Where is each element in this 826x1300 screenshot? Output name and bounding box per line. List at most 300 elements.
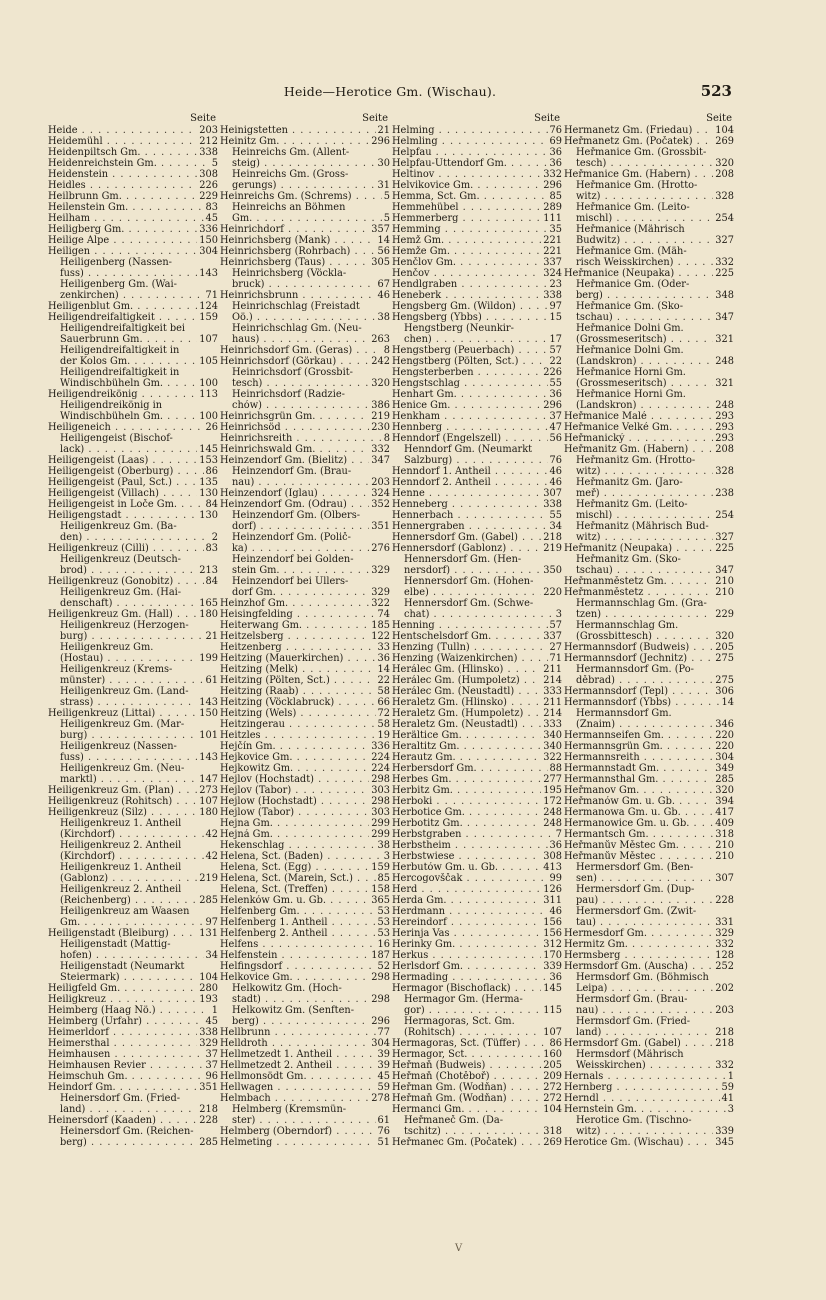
- entry-page: 145: [199, 444, 218, 455]
- entry-name: Heiligenstadt (Neumarkt: [60, 961, 185, 972]
- entry-name: Herbes Gm. . . .: [392, 774, 541, 785]
- index-entry: [48, 356, 218, 367]
- entry-page: 337: [543, 631, 562, 642]
- entry-name: Heitzing (Wels) . . .: [220, 708, 376, 719]
- index-entry: [220, 1115, 390, 1126]
- index-entry: [392, 345, 562, 356]
- index-entry: [48, 1137, 218, 1148]
- entry-page: 86: [205, 466, 218, 477]
- entry-page: 328: [715, 466, 734, 477]
- entry-page: 214: [543, 708, 562, 719]
- entry-name: Heiligenkreuz Gm. (Plan) . . .: [48, 785, 197, 796]
- index-entry: [564, 257, 734, 268]
- index-entry: [220, 609, 390, 620]
- page-number: 523: [700, 82, 732, 100]
- index-entry: [220, 741, 390, 752]
- entry-name: Hennersdorf Gm. (Hen-: [404, 554, 522, 565]
- index-entry: [220, 543, 390, 554]
- entry-name: Heiligenberg Gm. (Wai-: [60, 279, 177, 290]
- entry-name: Heiligenkreuz (Littai) . . .: [48, 708, 197, 719]
- entry-name: fuss) . . .: [48, 268, 197, 279]
- entry-page: 203: [371, 477, 390, 488]
- index-entry: [392, 906, 562, 917]
- entry-page: 8: [383, 345, 390, 356]
- entry-page: 329: [715, 928, 734, 939]
- entry-page: 219: [199, 873, 218, 884]
- entry-page: 84: [205, 576, 218, 587]
- entry-name: Heiligenstadt (Bleiburg) . . .: [48, 928, 197, 939]
- entry-name: sen) . . .: [564, 873, 713, 884]
- entry-name: Heinrichsdorf Gm. (Geras) . . .: [220, 345, 382, 356]
- index-entry: [564, 763, 734, 774]
- entry-page: 105: [199, 356, 218, 367]
- entry-name: gor) . . .: [392, 1005, 541, 1016]
- index-entry: [392, 411, 562, 422]
- index-entry: [220, 928, 390, 939]
- entry-name: Windischbüheln Gm. . . .: [48, 411, 197, 422]
- entry-name: Henneberg . . .: [392, 499, 541, 510]
- entry-page: 221: [543, 246, 562, 257]
- entry-page: 36: [377, 653, 390, 664]
- entry-name: Heiligenkreuz Gm. (Ba-: [60, 521, 177, 532]
- index-entry: [564, 983, 734, 994]
- entry-name: Heřmanměstetz Gm. . . .: [564, 576, 713, 587]
- entry-page: 242: [371, 356, 390, 367]
- entry-name: Heidenreichstein Gm. . . .: [48, 158, 210, 169]
- index-entry: [48, 906, 218, 917]
- entry-page: 36: [549, 389, 562, 400]
- index-entry: [220, 554, 390, 565]
- entry-name: Heide . . .: [48, 125, 197, 136]
- index-entry: [220, 752, 390, 763]
- entry-page: 39: [377, 1060, 390, 1071]
- entry-name: Heřmanice Dolni Gm.: [576, 345, 684, 356]
- entry-name: berg) . . .: [564, 290, 713, 301]
- entry-page: 66: [377, 697, 390, 708]
- entry-name: Hermsdorf Gm. (Brau-: [576, 994, 688, 1005]
- entry-name: Hermersdorf Gm. (Zwit-: [576, 906, 697, 917]
- entry-name: Heiligendreikönig . . .: [48, 389, 197, 400]
- entry-name: Hermagoras, Sct. (Tüffer) . . .: [392, 1038, 548, 1049]
- entry-name: Hermsdorf Gm. (Auscha) . . .: [564, 961, 713, 972]
- entry-name: Hendlgraben . . .: [392, 279, 548, 290]
- index-entry: [564, 169, 734, 180]
- index-entry: [392, 972, 562, 983]
- index-entry: [48, 917, 218, 928]
- entry-page: 160: [543, 1049, 562, 1060]
- index-entry: [392, 323, 562, 334]
- entry-page: 205: [543, 1060, 562, 1071]
- index-entry: [392, 290, 562, 301]
- entry-page: 322: [543, 752, 562, 763]
- entry-name: Herotice Gm. (Tischno-: [576, 1115, 692, 1126]
- entry-name: Heiligenstadt (Mattig-: [60, 939, 171, 950]
- entry-name: tschau) . . .: [564, 312, 713, 323]
- index-entry: [564, 697, 734, 708]
- entry-name: Henndorf 1. Antheil . . .: [392, 466, 548, 477]
- index-entry: [564, 1027, 734, 1038]
- entry-page: 238: [715, 488, 734, 499]
- entry-name: Heitzing (Vöcklabruck) . . .: [220, 697, 376, 708]
- entry-page: 99: [549, 873, 562, 884]
- index-entry: [392, 521, 562, 532]
- entry-page: 305: [371, 257, 390, 268]
- index-entry: [392, 180, 562, 191]
- index-entry: [564, 565, 734, 576]
- entry-name: Heiligengeist (Villach) . . .: [48, 488, 197, 499]
- index-entry: [48, 642, 218, 653]
- index-entry: [220, 499, 390, 510]
- index-entry: [564, 862, 734, 873]
- index-entry: [392, 774, 562, 785]
- index-entry: [392, 741, 562, 752]
- entry-name: Helena, Sct. (Egg) . . .: [220, 862, 369, 873]
- index-entry: [564, 917, 734, 928]
- entry-page: 61: [205, 675, 218, 686]
- entry-name: Windischbüheln Gm. . . .: [48, 378, 197, 389]
- entry-name: Heiligkreuz . . .: [48, 994, 197, 1005]
- entry-page: 212: [199, 136, 218, 147]
- index-entry: [392, 576, 562, 587]
- entry-name: (Kirchdorf) . . .: [48, 851, 204, 862]
- index-entry: [220, 268, 390, 279]
- entry-name: dorf) . . .: [220, 521, 369, 532]
- index-entry: [48, 1016, 218, 1027]
- entry-page: 386: [371, 400, 390, 411]
- entry-page: 218: [199, 1104, 218, 1115]
- index-entry: [48, 147, 218, 158]
- index-entry: [48, 675, 218, 686]
- index-entry: [220, 873, 390, 884]
- index-entry: [392, 675, 562, 686]
- entry-name: gerungs) . . .: [220, 180, 376, 191]
- index-entry: [564, 1137, 734, 1148]
- entry-page: 298: [371, 994, 390, 1005]
- entry-page: 46: [377, 290, 390, 301]
- entry-page: 320: [715, 631, 734, 642]
- index-entry: [220, 246, 390, 257]
- entry-page: 61: [377, 1115, 390, 1126]
- entry-name: Hemma, Sct. Gm. . . .: [392, 191, 548, 202]
- index-entry: [392, 917, 562, 928]
- entry-name: Heinrichswald Gm. . . .: [220, 444, 369, 455]
- entry-name: Hermsdorf Gm. (Böhmisch: [576, 972, 709, 983]
- entry-page: 46: [549, 906, 562, 917]
- entry-page: 338: [199, 147, 218, 158]
- index-entry: [392, 895, 562, 906]
- entry-name: Heiligfeld Gm. . . .: [48, 983, 197, 994]
- index-entry: [392, 224, 562, 235]
- entry-name: Heinzendorf Gm. (Olbers-: [232, 510, 361, 521]
- index-entry: [48, 620, 218, 631]
- index-entry: [220, 400, 390, 411]
- entry-name: marktl) . . .: [48, 774, 197, 785]
- index-entry: [564, 972, 734, 983]
- index-entry: [220, 620, 390, 631]
- index-entry: [564, 587, 734, 598]
- index-entry: [48, 510, 218, 521]
- entry-page: 34: [205, 950, 218, 961]
- entry-name: Leipa) . . .: [564, 983, 713, 994]
- entry-page: 208: [715, 169, 734, 180]
- entry-page: 8: [383, 433, 390, 444]
- index-entry: [220, 895, 390, 906]
- index-entry: [48, 1115, 218, 1126]
- entry-name: Hellbrunn . . .: [220, 1027, 376, 1038]
- index-entry: [392, 235, 562, 246]
- entry-name: Heinersdorf (Kaaden) . . .: [48, 1115, 197, 1126]
- entry-page: 86: [549, 1038, 562, 1049]
- index-entry: [564, 884, 734, 895]
- index-entry: [564, 851, 734, 862]
- index-entry: [220, 807, 390, 818]
- entry-name: Hennersdorf Gm. (Hohen-: [404, 576, 534, 587]
- index-entry: [564, 642, 734, 653]
- entry-page: 299: [371, 829, 390, 840]
- index-entry: [48, 741, 218, 752]
- index-entry: [220, 1038, 390, 1049]
- entry-page: 104: [715, 125, 734, 136]
- entry-name: (Reichenberg) . . .: [48, 895, 197, 906]
- entry-name: Helkowitz Gm. (Hoch-: [232, 983, 342, 994]
- entry-page: 350: [543, 565, 562, 576]
- index-entry: [564, 1104, 734, 1115]
- entry-page: 254: [715, 510, 734, 521]
- entry-name: Hermannsdorf (Budweis) . . .: [564, 642, 713, 653]
- index-entry: [48, 840, 218, 851]
- index-entry: [220, 290, 390, 301]
- index-entry: [220, 532, 390, 543]
- entry-page: 153: [199, 455, 218, 466]
- entry-name: Hejlov (Tabor) . . .: [220, 785, 369, 796]
- entry-page: 285: [199, 1137, 218, 1148]
- entry-name: tzen) . . .: [564, 609, 713, 620]
- entry-page: 280: [199, 983, 218, 994]
- entry-name: Hennerbach . . .: [392, 510, 548, 521]
- index-entry: [48, 235, 218, 246]
- index-entry: [392, 268, 562, 279]
- index-entry: [564, 1060, 734, 1071]
- entry-page: 285: [715, 774, 734, 785]
- entry-name: Helfens . . .: [220, 939, 376, 950]
- entry-page: 107: [199, 334, 218, 345]
- entry-name: berg) . . .: [220, 1016, 369, 1027]
- entry-page: 107: [199, 796, 218, 807]
- index-entry: [220, 587, 390, 598]
- index-entry: [48, 169, 218, 180]
- entry-page: 409: [715, 818, 734, 829]
- entry-name: Heitzing (Pölten, Sct.) . . .: [220, 675, 376, 686]
- entry-page: 5: [383, 213, 390, 224]
- entry-page: 187: [371, 950, 390, 961]
- entry-page: 22: [377, 675, 390, 686]
- entry-name: Heinzendorf bei Ullers-: [232, 576, 349, 587]
- index-entry: [564, 994, 734, 1005]
- index-entry: [392, 466, 562, 477]
- entry-name: Heřmanitz Gm. (Jaro-: [576, 477, 683, 488]
- entry-name: Henning . . .: [392, 620, 548, 631]
- index-entry: [220, 697, 390, 708]
- entry-name: Herboki . . .: [392, 796, 541, 807]
- entry-page: 329: [199, 1038, 218, 1049]
- entry-page: 159: [371, 862, 390, 873]
- index-entry: [392, 653, 562, 664]
- index-column-4: [564, 113, 734, 1273]
- entry-page: 36: [549, 840, 562, 851]
- entry-name: Heiligen . . .: [48, 246, 197, 257]
- entry-page: 122: [371, 631, 390, 642]
- entry-page: 333: [543, 686, 562, 697]
- index-entry: [48, 301, 218, 312]
- index-entry: [220, 972, 390, 983]
- entry-name: Heiligenkreuz (Silz) . . .: [48, 807, 197, 818]
- entry-name: Hercogovščak . . .: [392, 873, 548, 884]
- index-entry: [392, 1038, 562, 1049]
- index-entry: [392, 785, 562, 796]
- entry-name: Herinja Vas . . .: [392, 928, 541, 939]
- index-entry: [392, 356, 562, 367]
- index-entry: [220, 521, 390, 532]
- index-entry: [392, 246, 562, 257]
- entry-name: Heiligenkreuz (Cilli) . . .: [48, 543, 204, 554]
- entry-name: Helena, Sct. (Treffen) . . .: [220, 884, 369, 895]
- index-entry: [392, 301, 562, 312]
- entry-name: Heřmanitz Gm. (Leito-: [576, 499, 688, 510]
- entry-page: 35: [549, 224, 562, 235]
- entry-name: nersdorf) . . .: [392, 565, 541, 576]
- entry-name: Helfenberg 2. Antheil . . .: [220, 928, 376, 939]
- index-entry: [48, 587, 218, 598]
- index-entry: [564, 895, 734, 906]
- index-columns: [48, 113, 734, 1273]
- entry-name: Hermannsdorf Gm. (Po-: [576, 664, 694, 675]
- index-entry: [564, 730, 734, 741]
- entry-name: Herálec Gm. (Hlinsko) . . .: [392, 664, 541, 675]
- entry-name: Hermannsdorf (Ybbs) . . .: [564, 697, 720, 708]
- index-entry: [564, 235, 734, 246]
- index-entry: [220, 312, 390, 323]
- index-entry: [48, 191, 218, 202]
- index-entry: [220, 785, 390, 796]
- entry-page: 14: [377, 235, 390, 246]
- entry-page: 57: [549, 620, 562, 631]
- index-entry: [220, 422, 390, 433]
- entry-name: Herdmann . . .: [392, 906, 548, 917]
- entry-page: 83: [205, 543, 218, 554]
- index-entry: [392, 1071, 562, 1082]
- entry-name: Heřmanetz Gm. (Počatek) . . .: [564, 136, 713, 147]
- index-entry: [220, 719, 390, 730]
- entry-name: Heinrichsberg (Taus) . . .: [220, 257, 369, 268]
- entry-page: 30: [377, 158, 390, 169]
- entry-name: burg) . . .: [48, 730, 197, 741]
- index-entry: [564, 136, 734, 147]
- entry-page: 22: [549, 356, 562, 367]
- index-entry: [220, 950, 390, 961]
- index-entry: [564, 323, 734, 334]
- entry-page: 47: [549, 422, 562, 433]
- index-entry: [564, 1082, 734, 1093]
- entry-page: 180: [199, 609, 218, 620]
- index-entry: [48, 125, 218, 136]
- entry-name: Hermannsdorf (Tepl) . . .: [564, 686, 713, 697]
- index-entry: [48, 1060, 218, 1071]
- index-entry: [392, 532, 562, 543]
- entry-page: 318: [543, 1126, 562, 1137]
- index-entry: [48, 598, 218, 609]
- index-entry: [392, 697, 562, 708]
- entry-page: 210: [715, 587, 734, 598]
- entry-page: 332: [371, 444, 390, 455]
- entry-page: 224: [371, 752, 390, 763]
- entry-page: 218: [715, 1038, 734, 1049]
- entry-page: 298: [371, 796, 390, 807]
- index-entry: [392, 807, 562, 818]
- entry-page: 349: [715, 763, 734, 774]
- index-entry: [392, 125, 562, 136]
- entry-page: 351: [371, 521, 390, 532]
- entry-name: Heinzendorf Gm. (Brau-: [232, 466, 352, 477]
- index-entry: [220, 1093, 390, 1104]
- index-entry: [564, 356, 734, 367]
- entry-name: Heraletz Gm. (Humpoletz) . . .: [392, 708, 541, 719]
- index-entry: [220, 356, 390, 367]
- entry-name: Hellmonsödt Gm. . . .: [220, 1071, 376, 1082]
- entry-page: 324: [371, 488, 390, 499]
- index-entry: [48, 983, 218, 994]
- entry-name: Helpfau . . .: [392, 147, 548, 158]
- entry-page: 69: [549, 136, 562, 147]
- entry-page: 263: [371, 334, 390, 345]
- entry-name: Heitzles . . .: [220, 730, 376, 741]
- entry-name: Heiligendreikönig in: [60, 400, 163, 411]
- entry-name: Heiligenkreuz (Gonobitz) . . .: [48, 576, 204, 587]
- entry-name: Heiligenkreuz 2. Antheil: [60, 884, 182, 895]
- entry-page: 210: [715, 851, 734, 862]
- entry-name: Heiligenblut Gm. . . .: [48, 301, 197, 312]
- entry-page: 104: [199, 972, 218, 983]
- entry-name: risch Weisskirchen) . . .: [564, 257, 713, 268]
- entry-name: Helena, Sct. (Marein, Sct.) . . .: [220, 873, 376, 884]
- index-entry: [220, 1137, 390, 1148]
- index-entry: [220, 334, 390, 345]
- entry-name: Heřmanów Gm. u. Gb. . . .: [564, 796, 713, 807]
- index-entry: [48, 1126, 218, 1137]
- index-entry: [220, 598, 390, 609]
- index-entry: [564, 444, 734, 455]
- index-entry: [48, 928, 218, 939]
- entry-name: Heimerldorf . . .: [48, 1027, 197, 1038]
- entry-name: Heinzhof Gm. . . .: [220, 598, 369, 609]
- index-entry: [220, 180, 390, 191]
- index-entry: [564, 1093, 734, 1104]
- entry-name: Heiligenkreuz (Herzogen-: [60, 620, 189, 631]
- entry-name: Sauerbrunn Gm. . . .: [48, 334, 197, 345]
- entry-page: 45: [205, 1016, 218, 1027]
- entry-page: 336: [371, 741, 390, 752]
- index-entry: [220, 345, 390, 356]
- entry-name: Hengsberg (Ybbs) . . .: [392, 312, 548, 323]
- entry-name: Heisingfelding . . .: [220, 609, 376, 620]
- index-entry: [220, 488, 390, 499]
- entry-name: Heřmanice Gm. (Leito-: [576, 202, 690, 213]
- entry-name: Hernstein Gm. . . .: [564, 1104, 726, 1115]
- entry-name: Hermannsreith . . .: [564, 752, 713, 763]
- entry-page: 254: [715, 213, 734, 224]
- column-head-seite: Seite: [190, 113, 216, 124]
- index-entry: [48, 334, 218, 345]
- entry-page: 307: [543, 488, 562, 499]
